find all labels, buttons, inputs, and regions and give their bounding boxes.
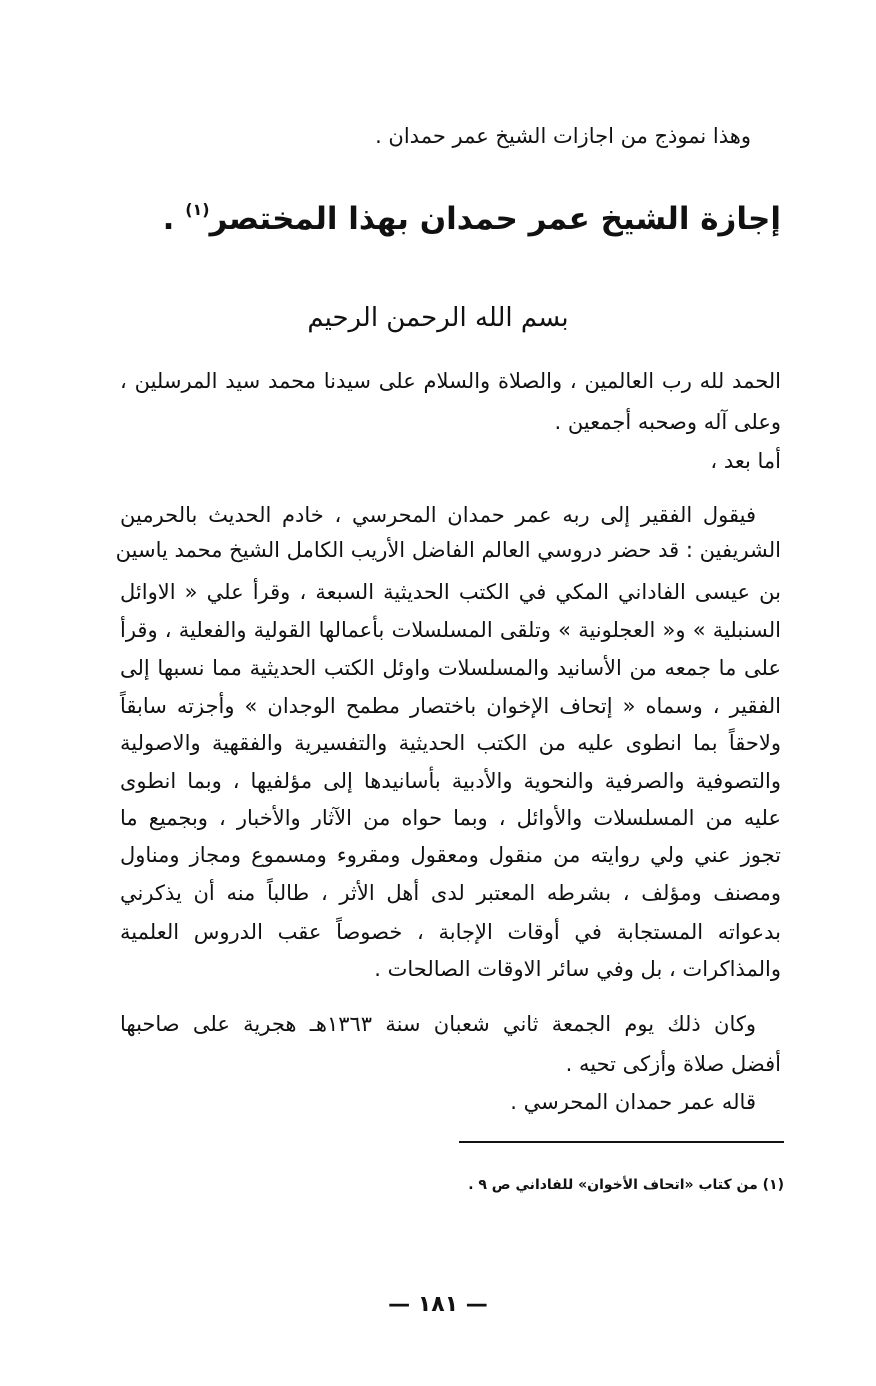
body-line-13: والمذاكرات ، بل وفي سائر الاوقات الصالحات . (374, 957, 781, 981)
body-line-12: بدعواته المستجابة في أوقات الإجابة ، خصوصاً عقب الدروس العلمية (120, 920, 781, 944)
intro-line: وهذا نموذج من اجازات الشيخ عمر حمدان . (375, 124, 751, 148)
body-line-5: على ما جمعه من الأسانيد والمسلسلات واوئل الكتب الحديثية مما نسبها إلى (120, 656, 781, 680)
body-line-9: عليه من المسلسلات والأوائل ، وبما حواه من الآثار والأخبار ، وبجميع ما (120, 806, 781, 830)
body-line-10: تجوز عني ولي روايته من منقول ومعقول ومقروء ومسموع ومجاز ومناول (120, 843, 781, 867)
heading-text: إجازة الشيخ عمر حمدان بهذا المختصر (209, 201, 781, 237)
footnote-divider (459, 1141, 784, 1143)
closing-signature: قاله عمر حمدان المحرسي . (510, 1090, 756, 1114)
body-line-8: والتصوفية والصرفية والنحوية والأدبية بأسانيدها إلى مؤلفيها ، وبما انطوى (120, 769, 781, 793)
basmala: بسم الله الرحمن الرحيم (307, 303, 569, 333)
body-line-1: فيقول الفقير إلى ربه عمر حمدان المحرسي ، خادم الحديث بالحرمين (120, 503, 756, 527)
body-line-4: السنبلية » و« العجلونية » وتلقى المسلسلات بأعمالها القولية والفعلية ، وقرأ (120, 618, 781, 642)
body-line-2: الشريفين : قد حضر دروسي العالم الفاضل الأريب الكامل الشيخ محمد ياسين (115, 538, 781, 562)
heading-footnote-mark: (١) (185, 200, 210, 219)
opening-line-3: أما بعد ، (710, 449, 781, 473)
body-line-11: ومصنف ومؤلف ، بشرطه المعتبر لدى أهل الأثر ، طالباً منه أن يذكرني (120, 881, 781, 905)
closing-line-2: أفضل صلاة وأزكى تحيه . (565, 1052, 781, 1076)
body-line-3: بن عيسى الفاداني المكي في الكتب الحديثية السبعة ، وقرأ علي « الاوائل (120, 580, 781, 604)
body-line-6: الفقير ، وسماه « إتحاف الإخوان باختصار مطمح الوجدان » وأجزته سابقاً (120, 694, 781, 718)
heading-end: . (162, 201, 175, 237)
opening-line-2: وعلى آله وصحبه أجمعين . (554, 410, 781, 434)
closing-line-1: وكان ذلك يوم الجمعة ثاني شعبان سنة ١٣٦٣هـ هجرية على صاحبها (120, 1012, 756, 1036)
footnote: (١) من كتاب «اتحاف الأخوان» للفاداني ص ٩ . (468, 1177, 784, 1193)
opening-line-1: الحمد لله رب العالمين ، والصلاة والسلام على سيدنا محمد سيد المرسلين ، (120, 369, 781, 393)
section-heading (163, 200, 781, 237)
body-line-7: ولاحقاً بما انطوى عليه من الكتب الحديثية والتفسيرية والفقهية والاصولية (120, 731, 781, 755)
page-number: — ١٨١ — (388, 1292, 488, 1317)
